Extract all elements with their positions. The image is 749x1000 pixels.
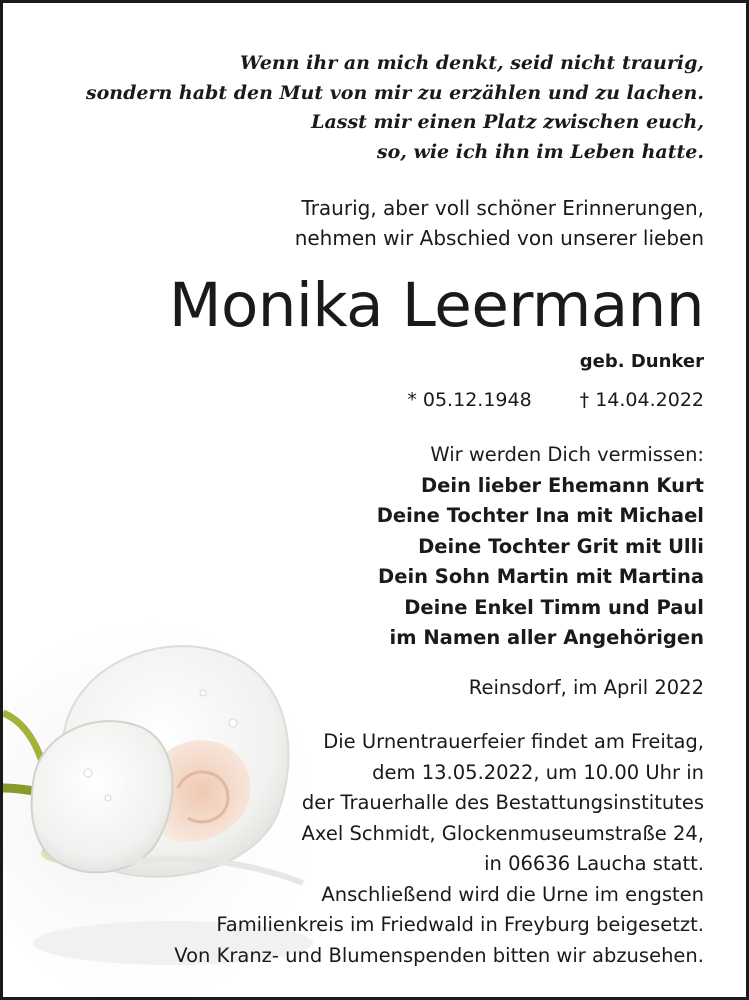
service-line: Von Kranz- und Blumenspenden bitten wir abzusehen. — [174, 943, 704, 967]
service-line: Anschließend wird die Urne im engsten — [321, 882, 704, 906]
deceased-name: Monika Leermann — [168, 270, 704, 341]
place-and-date: Reinsdorf, im April 2022 — [468, 676, 704, 699]
verse-line: sondern habt den Mut von mir zu erzählen und zu lachen. — [85, 81, 704, 104]
verse-line: so, wie ich ihn im Leben hatte. — [376, 140, 704, 163]
service-line: Axel Schmidt, Glockenmuseumstraße 24, — [301, 821, 704, 845]
mourner-line: Deine Enkel Timm und Paul — [404, 595, 704, 619]
funeral-service-info — [24, 727, 704, 971]
intro-line: nehmen wir Abschied von unserer lieben — [294, 226, 704, 250]
birth-date: * 05.12.1948 — [407, 389, 532, 411]
mourner-line: im Namen aller Angehörigen — [389, 626, 704, 649]
memorial-verse — [24, 49, 704, 167]
mourners-intro: Wir werden Dich vermissen: — [430, 443, 704, 466]
verse-line: Wenn ihr an mich denkt, seid nicht traurig, — [240, 52, 704, 74]
service-line: Die Urnentrauerfeier findet am Freitag, — [323, 730, 704, 753]
mourner-line: Dein lieber Ehemann Kurt — [421, 473, 704, 497]
death-date: † 14.04.2022 — [579, 389, 704, 411]
mourner-line: Dein Sohn Martin mit Martina — [378, 565, 704, 588]
intro-line: Traurig, aber voll schöner Erinnerungen, — [301, 196, 704, 220]
mourner-line: Deine Tochter Grit mit Ulli — [418, 534, 704, 558]
mourners-list — [104, 440, 704, 654]
life-dates — [407, 386, 704, 414]
service-line: in 06636 Laucha statt. — [484, 852, 704, 875]
farewell-intro — [104, 193, 704, 253]
service-line: dem 13.05.2022, um 10.00 Uhr in — [372, 760, 704, 784]
mourner-line: Deine Tochter Ina mit Michael — [376, 504, 704, 527]
service-line: der Trauerhalle des Bestattungsinstitutes — [301, 791, 704, 814]
verse-line: Lasst mir einen Platz zwischen euch, — [311, 111, 704, 133]
service-line: Familienkreis im Friedwald in Freyburg beigesetzt. — [216, 913, 704, 936]
maiden-name: geb. Dunker — [579, 351, 704, 372]
